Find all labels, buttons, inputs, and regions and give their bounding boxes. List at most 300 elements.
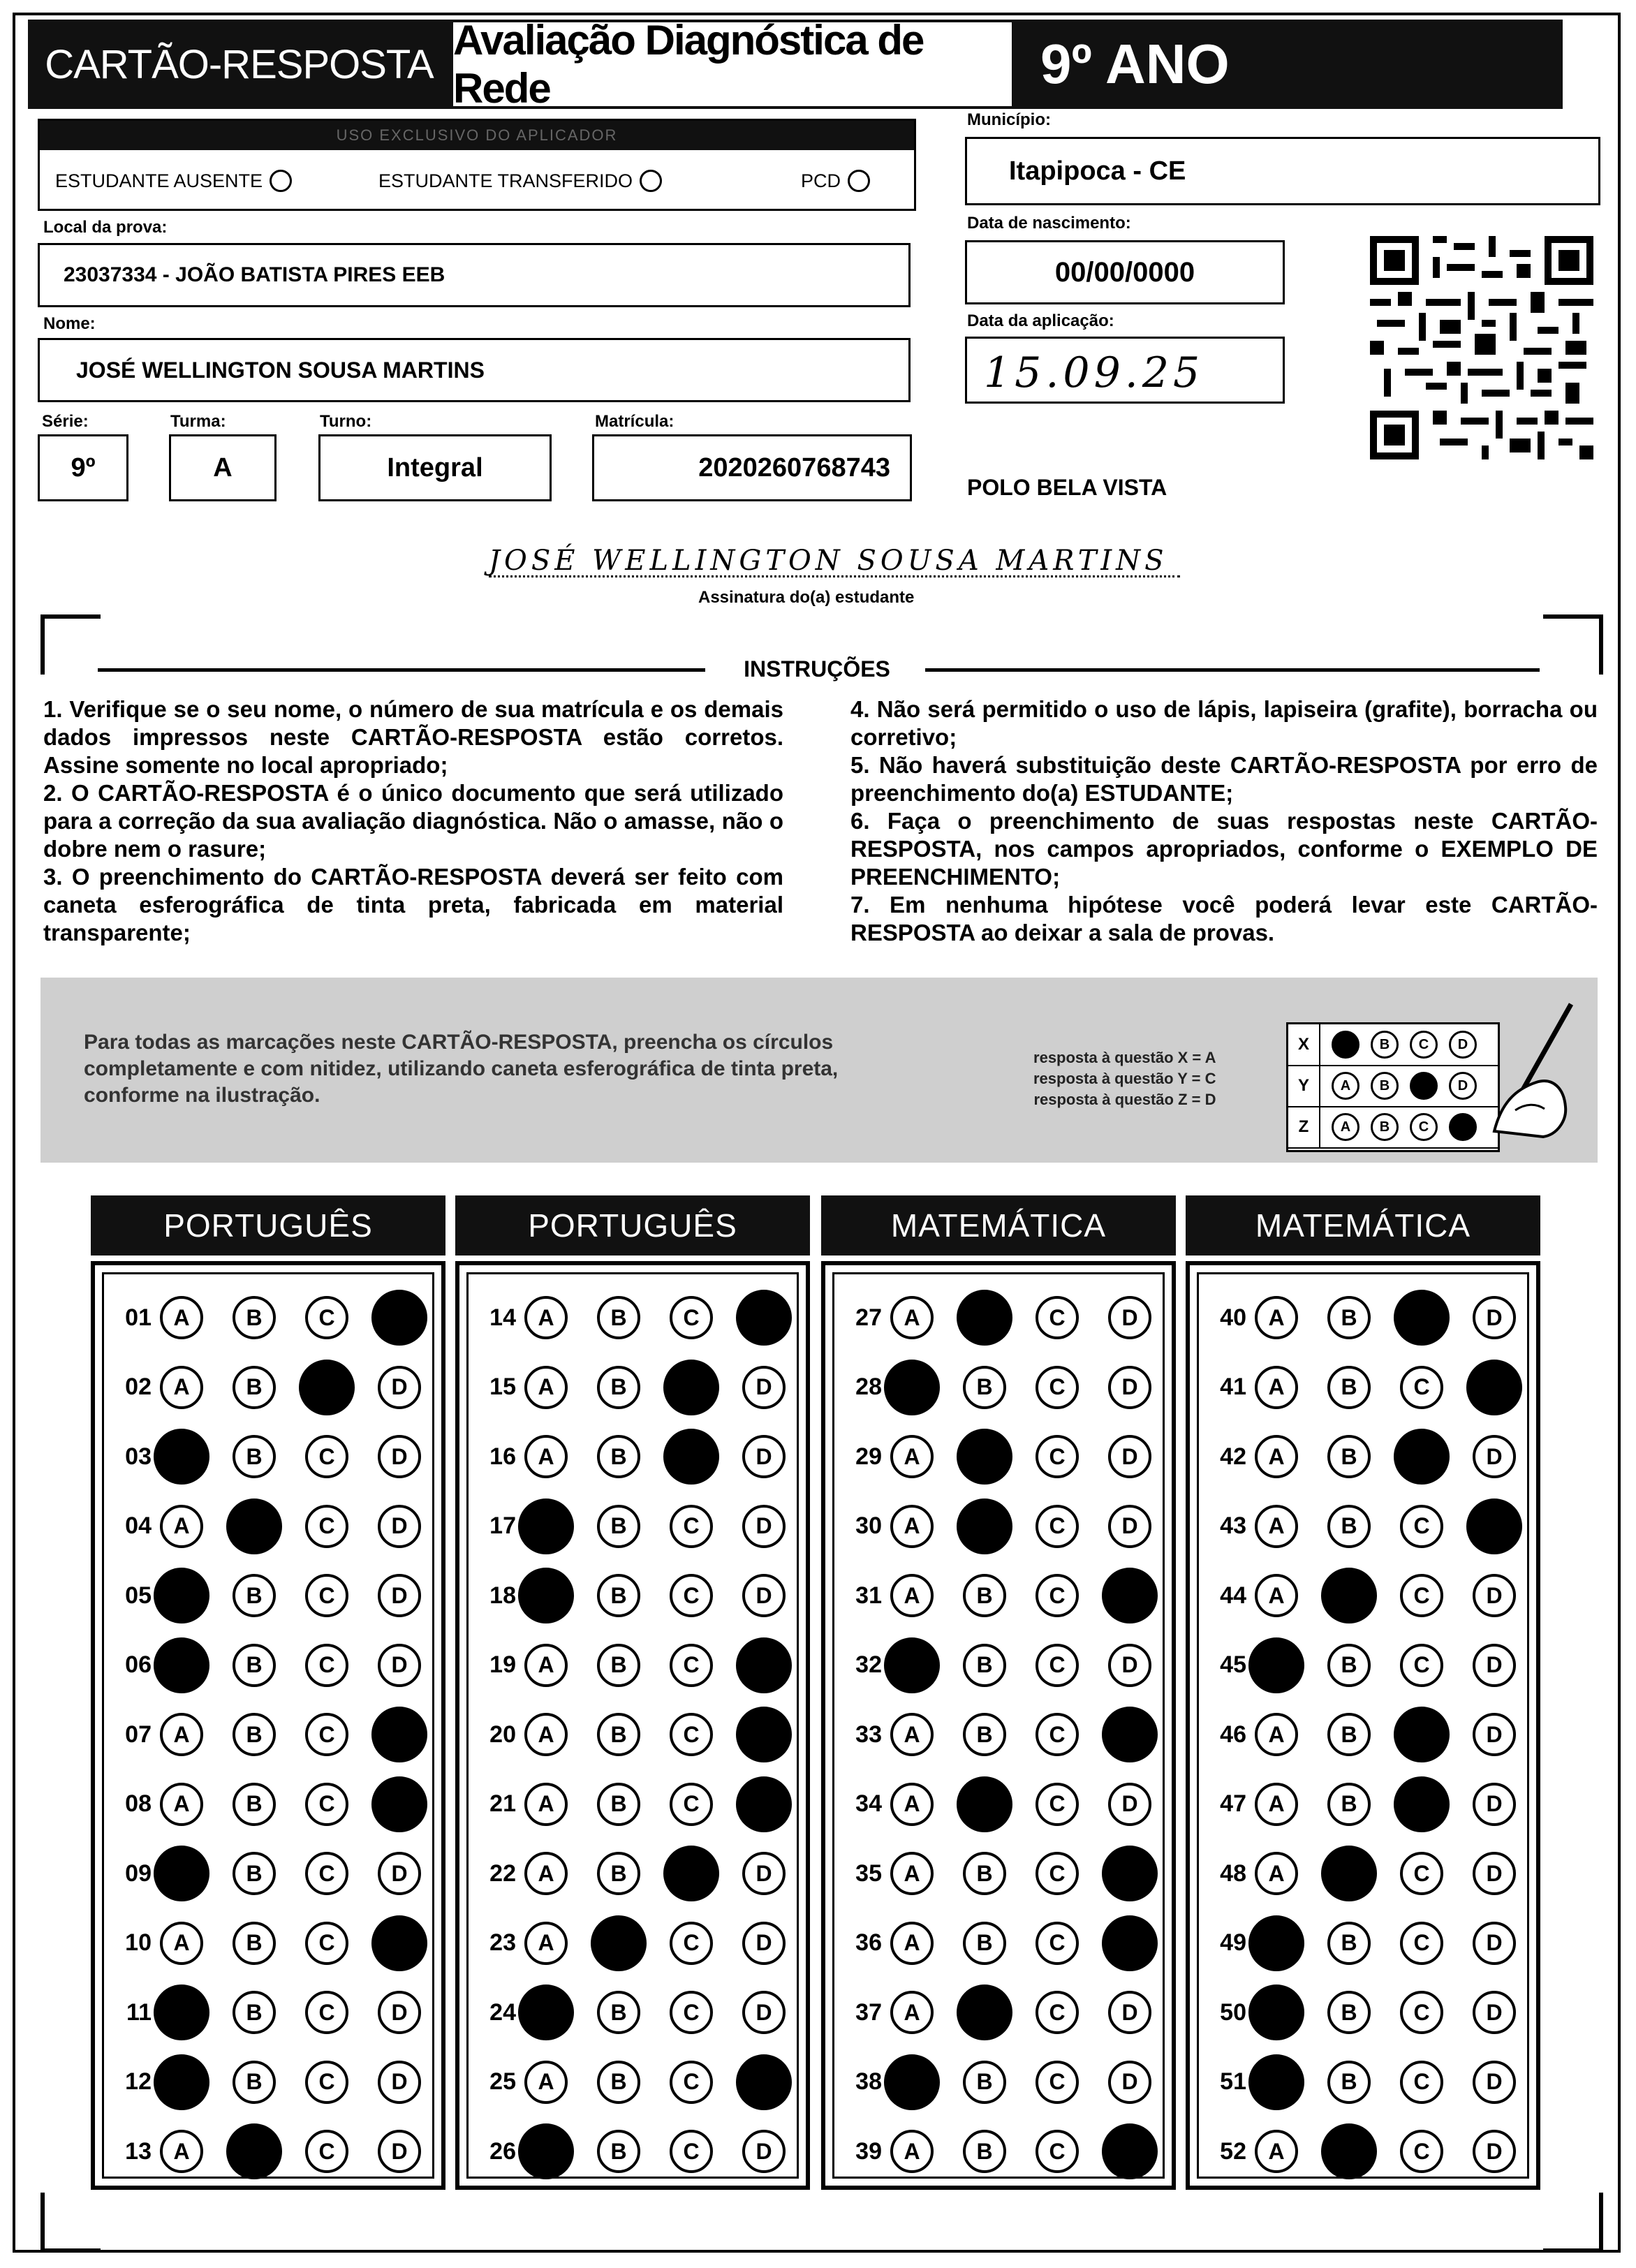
answer-bubble-c[interactable]: C (670, 1574, 713, 1617)
answer-bubble-b[interactable]: B (1327, 1713, 1371, 1756)
answer-bubble-a[interactable]: A (160, 1713, 203, 1756)
answer-bubble-c[interactable]: C (1036, 1922, 1079, 1965)
nome-field: JOSÉ WELLINGTON SOUSA MARTINS (38, 338, 911, 402)
answer-bubble-d[interactable]: D (1473, 1852, 1516, 1895)
answer-bubble-c[interactable]: C (1036, 2061, 1079, 2104)
answer-bubble-c[interactable] (663, 1429, 719, 1485)
answer-bubble-a[interactable] (154, 2054, 209, 2110)
answer-bubble-d[interactable] (1102, 1846, 1158, 1901)
example-row (1288, 1107, 1498, 1149)
answer-bubble-c[interactable]: C (1036, 1435, 1079, 1478)
answer-bubble-a[interactable] (1248, 2054, 1304, 2110)
answer-bubble-c[interactable]: C (1400, 1574, 1443, 1617)
answer-bubble-a[interactable]: A (524, 1713, 568, 1756)
answer-bubble-c[interactable]: C (670, 1991, 713, 2034)
answer-bubble-d[interactable]: D (1473, 1713, 1516, 1756)
answer-bubble-c[interactable]: C (1036, 1296, 1079, 1339)
answer-bubble-b[interactable]: B (963, 1922, 1006, 1965)
answer-bubble-a[interactable]: A (524, 2061, 568, 2104)
answer-bubble-d[interactable]: D (1108, 1505, 1151, 1548)
answer-bubble-a[interactable]: A (890, 1505, 934, 1548)
answer-bubble-d[interactable]: D (1473, 1296, 1516, 1339)
question-number: 09 (125, 1860, 152, 1887)
answer-bubble-d[interactable]: D (742, 2130, 786, 2173)
answer-bubble-a[interactable] (518, 2123, 574, 2179)
answer-bubble-c[interactable] (1394, 1429, 1450, 1485)
answer-bubble-c[interactable]: C (305, 1713, 348, 1756)
answer-bubble-a[interactable] (884, 1637, 940, 1693)
answer-bubble-d[interactable]: D (742, 1574, 786, 1617)
answer-bubble-b[interactable]: B (1327, 1783, 1371, 1826)
answer-bubble-d[interactable]: D (378, 1366, 421, 1409)
question-number: 43 (1220, 1512, 1246, 1539)
answer-bubble-b[interactable] (591, 1915, 647, 1971)
answer-bubble-b[interactable]: B (233, 1852, 276, 1895)
subject-header: PORTUGUÊS (91, 1195, 445, 1256)
answer-bubble-d[interactable]: D (1108, 1644, 1151, 1687)
question-number: 17 (489, 1512, 516, 1539)
question-row (469, 1429, 786, 1485)
answer-bubble-c[interactable]: C (305, 1991, 348, 2034)
answer-bubble-d[interactable] (736, 2054, 792, 2110)
answer-bubble-c[interactable]: C (1400, 2061, 1443, 2104)
answer-bubble-c[interactable]: C (305, 1574, 348, 1617)
example-bubble-b: B (1371, 1031, 1399, 1059)
example-bubble-a (1332, 1031, 1359, 1059)
answer-bubble-b[interactable]: B (597, 2061, 640, 2104)
example-bubble-c: C (1410, 1031, 1438, 1059)
answer-bubble-b[interactable]: B (233, 1296, 276, 1339)
applicator-box (38, 119, 916, 211)
answer-bubble-d[interactable]: D (742, 1922, 786, 1965)
answer-bubble-d[interactable]: D (1473, 2061, 1516, 2104)
qr-code (1370, 236, 1593, 459)
legend-z: resposta à questão Z = D (1033, 1091, 1216, 1108)
answer-bubble-a[interactable]: A (524, 1922, 568, 1965)
question-row (1199, 1360, 1516, 1415)
turno-field: Integral (318, 434, 552, 501)
question-row (104, 1707, 421, 1762)
answer-bubble-a[interactable]: A (1255, 1366, 1298, 1409)
question-number: 18 (489, 1582, 516, 1609)
question-column-inner (466, 1272, 799, 2179)
answer-bubble-d[interactable] (371, 1290, 427, 1346)
answer-bubble-c[interactable]: C (1400, 1644, 1443, 1687)
question-row (1199, 1498, 1516, 1554)
answer-bubble-a[interactable] (1248, 1915, 1304, 1971)
answer-bubble-c[interactable] (663, 1846, 719, 1901)
answer-bubble-a[interactable] (1248, 1637, 1304, 1693)
municipio-label: Município: (967, 110, 1051, 129)
answer-bubble-c[interactable]: C (1036, 1783, 1079, 1826)
answer-bubble-c[interactable]: C (1036, 1505, 1079, 1548)
answer-bubble-b[interactable]: B (963, 2061, 1006, 2104)
answer-bubble-d[interactable]: D (378, 1505, 421, 1548)
answer-bubble-a[interactable]: A (1255, 1783, 1298, 1826)
answer-bubble-b[interactable]: B (597, 1783, 640, 1826)
answer-bubble-c[interactable]: C (1400, 1852, 1443, 1895)
answer-bubble-a[interactable]: A (160, 1505, 203, 1548)
answer-bubble-d[interactable]: D (742, 1505, 786, 1548)
answer-bubble-c[interactable]: C (305, 1852, 348, 1895)
question-number: 50 (1220, 1998, 1246, 2026)
answer-bubble-c[interactable]: C (1036, 1713, 1079, 1756)
question-row (469, 1290, 786, 1346)
transferred-circle[interactable] (640, 170, 662, 192)
example-text: Para todas as marcações neste CARTÃO-RESPOSTA, preencha os círculos completamente e com nitidez, utilizando caneta esferográfica de tinta preta, conforme na ilustração. (84, 1031, 839, 1107)
answer-bubble-c[interactable]: C (1036, 1366, 1079, 1409)
answer-bubble-d[interactable]: D (1108, 1435, 1151, 1478)
answer-bubble-c[interactable]: C (305, 1296, 348, 1339)
answer-bubble-d[interactable]: D (742, 1366, 786, 1409)
answer-bubble-d[interactable]: D (378, 2130, 421, 2173)
answer-bubble-c[interactable]: C (1400, 1922, 1443, 1965)
answer-bubble-b[interactable] (1321, 2123, 1377, 2179)
answer-bubble-a[interactable] (154, 1429, 209, 1485)
answer-bubble-a[interactable] (884, 1360, 940, 1415)
question-number: 03 (125, 1443, 152, 1470)
answer-bubble-c[interactable]: C (305, 1435, 348, 1478)
answer-bubble-b[interactable]: B (1327, 1296, 1371, 1339)
answer-bubble-d[interactable] (1102, 2123, 1158, 2179)
instruction-4: 4. Não será permitido o uso de lápis, lapiseira (grafite), borracha ou corretivo; (850, 696, 1598, 750)
question-number: 39 (855, 2137, 882, 2165)
answer-bubble-b[interactable]: B (963, 1644, 1006, 1687)
answer-bubble-c[interactable]: C (305, 1922, 348, 1965)
question-number: 30 (855, 1512, 882, 1539)
answer-bubble-d[interactable]: D (1108, 1783, 1151, 1826)
answer-bubble-a[interactable]: A (890, 1783, 934, 1826)
answer-bubble-b[interactable]: B (1327, 2061, 1371, 2104)
answer-bubble-b[interactable] (226, 2123, 282, 2179)
answer-bubble-a[interactable]: A (524, 1366, 568, 1409)
answer-bubble-b[interactable] (1321, 1846, 1377, 1901)
answer-bubble-b[interactable]: B (597, 1296, 640, 1339)
answer-bubble-b[interactable] (957, 1498, 1012, 1554)
example-grid (1286, 1022, 1500, 1152)
answer-bubble-a[interactable]: A (160, 1296, 203, 1339)
answer-bubble-a[interactable] (884, 2054, 940, 2110)
answer-bubble-d[interactable] (736, 1637, 792, 1693)
answer-bubble-d[interactable] (1102, 1915, 1158, 1971)
question-number: 12 (125, 2068, 152, 2095)
answer-bubble-b[interactable]: B (233, 1574, 276, 1617)
answer-bubble-b[interactable]: B (1327, 1991, 1371, 2034)
answer-bubble-d[interactable]: D (378, 1574, 421, 1617)
answer-bubble-a[interactable]: A (890, 1296, 934, 1339)
example-bubble-a: A (1332, 1072, 1359, 1100)
answer-bubble-b[interactable]: B (963, 1366, 1006, 1409)
question-number: 31 (855, 1582, 882, 1609)
answer-bubble-b[interactable]: B (233, 1922, 276, 1965)
answer-bubble-b[interactable] (957, 1984, 1012, 2040)
answer-bubble-a[interactable] (154, 1846, 209, 1901)
answer-bubble-d[interactable]: D (378, 1435, 421, 1478)
answer-bubble-b[interactable]: B (597, 1366, 640, 1409)
answer-bubble-c[interactable]: C (305, 1783, 348, 1826)
answer-bubble-b[interactable]: B (1327, 1366, 1371, 1409)
example-row-label: Y (1288, 1066, 1320, 1106)
question-number: 14 (489, 1304, 516, 1331)
answer-bubble-b[interactable] (1321, 1568, 1377, 1623)
question-row (834, 1707, 1151, 1762)
question-row (469, 1707, 786, 1762)
answer-bubble-b[interactable]: B (963, 1852, 1006, 1895)
question-row (1199, 1290, 1516, 1346)
answer-bubble-d[interactable] (736, 1707, 792, 1762)
question-row (469, 1568, 786, 1623)
answer-bubble-a[interactable]: A (890, 1922, 934, 1965)
answer-bubble-c[interactable]: C (670, 1644, 713, 1687)
answer-bubble-c[interactable]: C (1400, 1366, 1443, 1409)
answer-bubble-a[interactable] (154, 1568, 209, 1623)
answer-bubble-c[interactable]: C (305, 1505, 348, 1548)
answer-bubble-c[interactable]: C (1036, 2130, 1079, 2173)
question-row (104, 1637, 421, 1693)
example-bubble-b: B (1371, 1113, 1399, 1141)
answer-bubble-b[interactable] (226, 1498, 282, 1554)
local-label: Local da prova: (43, 218, 168, 237)
question-number: 04 (125, 1512, 152, 1539)
answer-bubble-b[interactable]: B (1327, 1435, 1371, 1478)
answer-bubble-c[interactable]: C (670, 1505, 713, 1548)
absent-circle[interactable] (270, 170, 292, 192)
subject-header: MATEMÁTICA (821, 1195, 1176, 1256)
transferred-option[interactable] (378, 170, 662, 192)
answer-bubble-b[interactable]: B (597, 1435, 640, 1478)
answer-bubble-b[interactable]: B (233, 1644, 276, 1687)
answer-bubble-d[interactable] (371, 1776, 427, 1832)
answer-bubble-d[interactable] (371, 1915, 427, 1971)
answer-bubble-a[interactable]: A (1255, 1852, 1298, 1895)
answer-bubble-c[interactable] (1394, 1290, 1450, 1346)
answer-bubble-d[interactable] (736, 1776, 792, 1832)
answer-bubble-b[interactable]: B (597, 1644, 640, 1687)
answer-bubble-c[interactable]: C (1036, 1991, 1079, 2034)
answer-bubble-a[interactable]: A (890, 1991, 934, 2034)
hand-pen-icon (1487, 999, 1578, 1138)
answer-bubble-c[interactable]: C (305, 2130, 348, 2173)
question-row (1199, 1776, 1516, 1832)
answer-bubble-b[interactable] (957, 1776, 1012, 1832)
answer-bubble-d[interactable]: D (1473, 1991, 1516, 2034)
answer-bubble-a[interactable]: A (890, 1852, 934, 1895)
pcd-option[interactable] (801, 170, 870, 192)
example-bubble-b: B (1371, 1072, 1399, 1100)
answer-bubble-d[interactable]: D (1473, 2130, 1516, 2173)
answer-bubble-c[interactable]: C (670, 2130, 713, 2173)
answer-bubble-c[interactable]: C (670, 1922, 713, 1965)
answer-bubble-a[interactable] (154, 1984, 209, 2040)
answer-bubble-c[interactable]: C (670, 2061, 713, 2104)
frame-corner-tr (1543, 614, 1603, 675)
pcd-circle[interactable] (848, 170, 870, 192)
answer-bubble-a[interactable]: A (890, 1435, 934, 1478)
answer-bubble-c[interactable] (663, 1360, 719, 1415)
question-row (834, 1429, 1151, 1485)
question-row (469, 1915, 786, 1971)
answer-bubble-b[interactable]: B (597, 1852, 640, 1895)
answer-bubble-b[interactable]: B (233, 2061, 276, 2104)
instructions-left (43, 695, 783, 947)
question-row (104, 2123, 421, 2179)
answer-bubble-b[interactable]: B (233, 1783, 276, 1826)
answer-bubble-a[interactable]: A (524, 1783, 568, 1826)
question-row (469, 1846, 786, 1901)
question-row (104, 1290, 421, 1346)
answer-bubble-d[interactable]: D (378, 1852, 421, 1895)
nome-label: Nome: (43, 314, 96, 333)
answer-bubble-a[interactable] (518, 1498, 574, 1554)
answer-bubble-d[interactable] (1102, 1707, 1158, 1762)
question-row (834, 1568, 1151, 1623)
answer-bubble-d[interactable] (371, 1707, 427, 1762)
answer-bubble-d[interactable]: D (1108, 1366, 1151, 1409)
example-legend (1033, 1047, 1216, 1110)
polo-text: POLO BELA VISTA (967, 475, 1167, 500)
card-title: CARTÃO-RESPOSTA (45, 41, 434, 87)
answer-bubble-c[interactable]: C (670, 1783, 713, 1826)
matricula-label: Matrícula: (595, 412, 675, 431)
answer-bubble-a[interactable] (154, 1637, 209, 1693)
question-number: 42 (1220, 1443, 1246, 1470)
answer-bubble-d[interactable]: D (1108, 1296, 1151, 1339)
absent-label: ESTUDANTE AUSENTE (55, 170, 263, 191)
answer-bubble-d[interactable]: D (1473, 1574, 1516, 1617)
question-row (1199, 1568, 1516, 1623)
answer-bubble-a[interactable]: A (160, 1922, 203, 1965)
instr-rule-right (925, 668, 1540, 672)
question-number: 07 (125, 1721, 152, 1748)
answer-bubble-d[interactable]: D (742, 1435, 786, 1478)
nascimento-label: Data de nascimento: (967, 214, 1131, 233)
answer-bubble-a[interactable]: A (890, 1574, 934, 1617)
answer-bubble-d[interactable]: D (1108, 2061, 1151, 2104)
answer-bubble-a[interactable]: A (1255, 1574, 1298, 1617)
answer-bubble-c[interactable]: C (670, 1713, 713, 1756)
answer-bubble-d[interactable]: D (378, 2061, 421, 2104)
answer-bubble-a[interactable]: A (1255, 1296, 1298, 1339)
answer-bubble-b[interactable]: B (233, 1713, 276, 1756)
answer-bubble-a[interactable]: A (1255, 1435, 1298, 1478)
example-row-label: X (1288, 1024, 1320, 1065)
answer-bubble-a[interactable]: A (160, 1783, 203, 1826)
answer-bubble-b[interactable]: B (597, 1505, 640, 1548)
answer-bubble-b[interactable]: B (597, 1713, 640, 1756)
answer-bubble-a[interactable]: A (160, 1366, 203, 1409)
answer-bubble-c[interactable]: C (1400, 1505, 1443, 1548)
answer-bubble-d[interactable] (736, 1290, 792, 1346)
answer-bubble-b[interactable] (957, 1429, 1012, 1485)
answer-bubble-b[interactable]: B (597, 1574, 640, 1617)
answer-bubble-c[interactable] (1394, 1776, 1450, 1832)
answer-bubble-b[interactable]: B (1327, 1644, 1371, 1687)
answer-bubble-b[interactable] (957, 1290, 1012, 1346)
question-row (834, 1846, 1151, 1901)
question-row (469, 2123, 786, 2179)
answer-bubble-c[interactable]: C (1036, 1852, 1079, 1895)
question-row (469, 1776, 786, 1832)
question-row (1199, 1429, 1516, 1485)
answer-bubble-b[interactable]: B (1327, 1505, 1371, 1548)
answer-bubble-d[interactable]: D (1473, 1783, 1516, 1826)
answer-bubble-a[interactable]: A (524, 1435, 568, 1478)
question-number: 41 (1220, 1374, 1246, 1400)
answer-bubble-a[interactable]: A (890, 2130, 934, 2173)
answer-bubble-c[interactable] (299, 1360, 355, 1415)
answer-bubble-d[interactable]: D (1108, 1991, 1151, 2034)
answer-bubble-c[interactable]: C (1036, 1574, 1079, 1617)
grade-title: 9º ANO (1040, 33, 1230, 95)
answer-bubble-c[interactable]: C (1400, 1991, 1443, 2034)
answer-bubble-b[interactable]: B (233, 1991, 276, 2034)
answer-bubble-a[interactable]: A (1255, 1505, 1298, 1548)
question-row (1199, 1984, 1516, 2040)
answer-bubble-d[interactable]: D (1473, 1644, 1516, 1687)
instructions-title: INSTRUÇÕES (744, 656, 890, 682)
answer-bubble-a[interactable]: A (160, 2130, 203, 2173)
answer-bubble-a[interactable]: A (524, 1852, 568, 1895)
answer-bubble-d[interactable] (1102, 1568, 1158, 1623)
answer-bubble-a[interactable]: A (890, 1713, 934, 1756)
answer-bubble-c[interactable]: C (305, 2061, 348, 2104)
question-row (1199, 1846, 1516, 1901)
answer-bubble-c[interactable] (1394, 1707, 1450, 1762)
answer-bubble-a[interactable]: A (1255, 2130, 1298, 2173)
answer-bubble-d[interactable]: D (742, 1991, 786, 2034)
answer-bubble-d[interactable] (1466, 1360, 1522, 1415)
answer-bubble-a[interactable] (518, 1568, 574, 1623)
question-number: 06 (125, 1651, 152, 1678)
answer-bubble-b[interactable]: B (1327, 1922, 1371, 1965)
answer-bubble-a[interactable] (1248, 1984, 1304, 2040)
answer-bubble-b[interactable]: B (233, 1435, 276, 1478)
instruction-6: 6. Faça o preenchimento de suas respostas neste CARTÃO-RESPOSTA, nos campos apropriados, conforme o EXEMPLO DE PREENCHIMENTO; (850, 808, 1598, 890)
question-row (104, 1360, 421, 1415)
answer-bubble-d[interactable]: D (378, 1644, 421, 1687)
answer-bubble-c[interactable]: C (305, 1644, 348, 1687)
answer-bubble-a[interactable]: A (1255, 1713, 1298, 1756)
instruction-1: 1. Verifique se o seu nome, o número de sua matrícula e os demais dados impressos neste CARTÃO-RESPOSTA estão corretos. Assine somente no local apropriado; (43, 696, 783, 778)
answer-bubble-a[interactable] (518, 1984, 574, 2040)
answer-bubble-d[interactable]: D (1473, 1435, 1516, 1478)
question-row (834, 1915, 1151, 1971)
answer-bubble-c[interactable]: C (1400, 2130, 1443, 2173)
answer-bubble-b[interactable]: B (963, 2130, 1006, 2173)
answer-bubble-d[interactable]: D (742, 1852, 786, 1895)
question-column (1186, 1261, 1540, 2190)
answer-bubble-c[interactable]: C (1036, 1644, 1079, 1687)
answer-bubble-b[interactable]: B (963, 1574, 1006, 1617)
answer-bubble-a[interactable]: A (524, 1644, 568, 1687)
answer-bubble-d[interactable]: D (378, 1991, 421, 2034)
answer-bubble-b[interactable]: B (963, 1713, 1006, 1756)
turno-label: Turno: (320, 412, 372, 431)
answer-bubble-b[interactable]: B (233, 1366, 276, 1409)
aplicacao-handwritten: 15.09.25 (984, 348, 1204, 397)
answer-bubble-d[interactable]: D (1473, 1922, 1516, 1965)
answer-bubble-b[interactable]: B (597, 2130, 640, 2173)
answer-bubble-b[interactable]: B (597, 1991, 640, 2034)
question-number: 36 (855, 1929, 882, 1956)
answer-bubble-a[interactable]: A (524, 1296, 568, 1339)
aplicacao-field[interactable] (965, 337, 1285, 404)
answer-bubble-d[interactable] (1466, 1498, 1522, 1554)
nascimento-field: 00/00/0000 (965, 240, 1285, 304)
absent-option[interactable] (55, 170, 292, 192)
answer-bubble-c[interactable]: C (670, 1296, 713, 1339)
subject-header: PORTUGUÊS (455, 1195, 810, 1256)
